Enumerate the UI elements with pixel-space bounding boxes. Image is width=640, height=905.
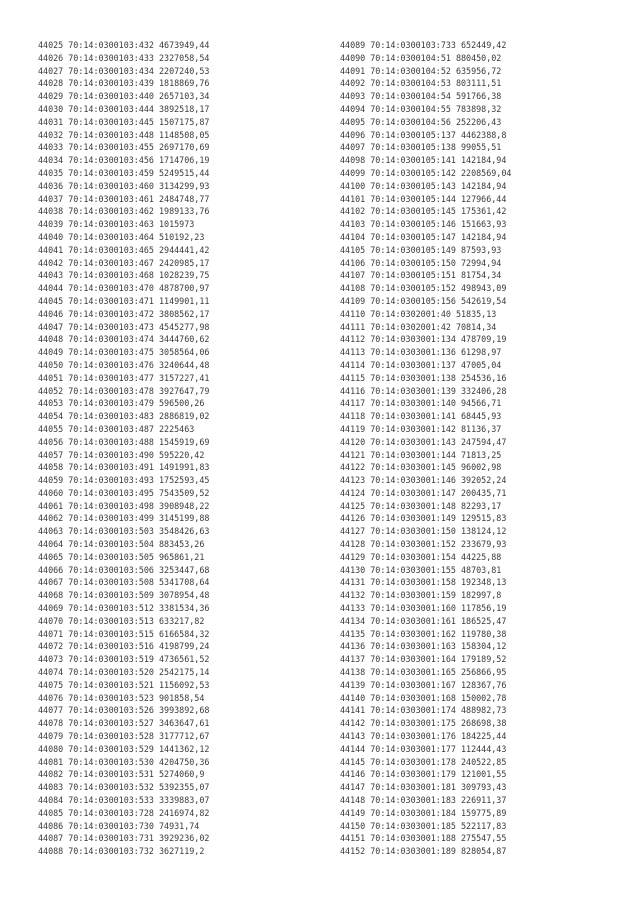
record-row: 44031 70:14:0300103:445 1507175,87 xyxy=(38,116,210,127)
record-row: 44093 70:14:0300104:54 591766,38 xyxy=(340,91,502,102)
record-row: 44142 70:14:0303001:175 268698,38 xyxy=(340,718,507,729)
record-row: 44050 70:14:0300103:476 3240644,48 xyxy=(38,359,210,370)
record-row: 44073 70:14:0300103:519 4736561,52 xyxy=(38,654,210,665)
record-row: 44088 70:14:0300103:732 3627119,2 xyxy=(38,846,205,857)
record-row: 44103 70:14:0300105:146 151663,93 xyxy=(340,219,507,230)
record-row: 44080 70:14:0300103:529 1441362,12 xyxy=(38,743,210,754)
record-row: 44128 70:14:0303001:152 233679,93 xyxy=(340,539,507,550)
record-row: 44081 70:14:0300103:530 4204750,36 xyxy=(38,756,210,767)
record-row: 44072 70:14:0300103:516 4198799,24 xyxy=(38,641,210,652)
record-row: 44084 70:14:0300103:533 3339883,07 xyxy=(38,795,210,806)
record-row: 44082 70:14:0300103:531 5274060,9 xyxy=(38,769,205,780)
record-row: 44033 70:14:0300103:455 2697170,69 xyxy=(38,142,210,153)
record-row: 44139 70:14:0303001:167 128367,76 xyxy=(340,679,507,690)
record-row: 44124 70:14:0303001:147 200435,71 xyxy=(340,487,507,498)
record-row: 44089 70:14:0300103:733 652449,42 xyxy=(340,40,507,50)
record-row: 44119 70:14:0303001:142 81136,37 xyxy=(340,423,502,434)
record-row: 44062 70:14:0300103:499 3145199,88 xyxy=(38,513,210,524)
record-row: 44071 70:14:0300103:515 6166584,32 xyxy=(38,628,210,639)
record-row: 44140 70:14:0303001:168 150002,78 xyxy=(340,692,507,703)
record-row: 44041 70:14:0300103:465 2944441,42 xyxy=(38,244,210,255)
record-row: 44111 70:14:0302001:42 70814,34 xyxy=(340,321,497,332)
record-row: 44063 70:14:0300103:503 3548426,63 xyxy=(38,526,210,537)
record-row: 44121 70:14:0303001:144 71813,25 xyxy=(340,449,502,460)
record-row: 44123 70:14:0303001:146 392052,24 xyxy=(340,475,507,486)
record-row: 44051 70:14:0300103:477 3157227,41 xyxy=(38,372,210,383)
record-row: 44077 70:14:0300103:526 3993892,68 xyxy=(38,705,210,716)
record-row: 44061 70:14:0300103:498 3908948,22 xyxy=(38,500,210,511)
record-row: 44118 70:14:0303001:141 68445,93 xyxy=(340,411,502,422)
record-row: 44137 70:14:0303001:164 179189,52 xyxy=(340,654,507,665)
record-row: 44100 70:14:0300105:143 142184,94 xyxy=(340,180,507,191)
record-row: 44028 70:14:0300103:439 1818869,76 xyxy=(38,78,210,89)
record-row: 44058 70:14:0300103:491 1491991,83 xyxy=(38,462,210,473)
record-row: 44130 70:14:0303001:155 48703,81 xyxy=(340,564,502,575)
record-row: 44102 70:14:0300105:145 175361,42 xyxy=(340,206,507,217)
record-row: 44075 70:14:0300103:521 1156092,53 xyxy=(38,679,210,690)
record-row: 44127 70:14:0303001:150 138124,12 xyxy=(340,526,507,537)
record-row: 44053 70:14:0300103:479 596500,26 xyxy=(38,398,205,409)
record-row: 44106 70:14:0300105:150 72994,94 xyxy=(340,257,502,268)
record-row: 44055 70:14:0300103:487 2225463 xyxy=(38,423,195,434)
record-row: 44138 70:14:0303001:165 256866,95 xyxy=(340,667,507,678)
record-row: 44037 70:14:0300103:461 2484748,77 xyxy=(38,193,210,204)
record-row: 44047 70:14:0300103:473 4545277,98 xyxy=(38,321,210,332)
right-record-column xyxy=(340,39,511,858)
record-row: 44091 70:14:0300104:52 635956,72 xyxy=(340,65,502,76)
record-row: 44057 70:14:0300103:490 595220,42 xyxy=(38,449,205,460)
record-row: 44079 70:14:0300103:528 3177712,67 xyxy=(38,731,210,742)
record-row: 44135 70:14:0303001:162 119780,38 xyxy=(340,628,507,639)
record-row: 44078 70:14:0300103:527 3463647,61 xyxy=(38,718,210,729)
record-row: 44056 70:14:0300103:488 1545919,69 xyxy=(38,436,210,447)
record-row: 44029 70:14:0300103:440 2657103,34 xyxy=(38,91,210,102)
record-row: 44038 70:14:0300103:462 1989133,76 xyxy=(38,206,210,217)
record-row: 44026 70:14:0300103:433 2327058,54 xyxy=(38,52,210,63)
record-row: 44052 70:14:0300103:478 3927647,79 xyxy=(38,385,210,396)
record-row: 44068 70:14:0300103:509 3078954,48 xyxy=(38,590,210,601)
left-record-column xyxy=(38,39,209,858)
record-row: 44030 70:14:0300103:444 3892518,17 xyxy=(38,103,210,114)
record-row: 44141 70:14:0303001:174 488982,73 xyxy=(340,705,507,716)
record-row: 44110 70:14:0302001:40 51835,13 xyxy=(340,308,497,319)
record-row: 44115 70:14:0303001:138 254536,16 xyxy=(340,372,507,383)
record-row: 44059 70:14:0300103:493 1752593,45 xyxy=(38,475,210,486)
record-row: 44085 70:14:0300103:728 2416974,82 xyxy=(38,807,210,818)
record-row: 44032 70:14:0300103:448 1148508,05 xyxy=(38,129,210,140)
record-row: 44070 70:14:0300103:513 633217,82 xyxy=(38,615,205,626)
record-row: 44101 70:14:0300105:144 127966,44 xyxy=(340,193,507,204)
record-row: 44076 70:14:0300103:523 901858,54 xyxy=(38,692,205,703)
record-row: 44099 70:14:0300105:142 2208569,04 xyxy=(340,167,512,178)
record-row: 44064 70:14:0300103:504 883453,26 xyxy=(38,539,205,550)
record-row: 44045 70:14:0300103:471 1149901,11 xyxy=(38,295,210,306)
record-row: 44090 70:14:0300104:51 880450,02 xyxy=(340,52,502,63)
record-row: 44109 70:14:0300105:156 542619,54 xyxy=(340,295,507,306)
record-row: 44095 70:14:0300104:56 252206,43 xyxy=(340,116,502,127)
record-row: 44086 70:14:0300103:730 74931,74 xyxy=(38,820,200,831)
record-row: 44148 70:14:0303001:183 226911,37 xyxy=(340,795,507,806)
record-row: 44126 70:14:0303001:149 129515,83 xyxy=(340,513,507,524)
record-row: 44134 70:14:0303001:161 186525,47 xyxy=(340,615,507,626)
record-row: 44149 70:14:0303001:184 159775,89 xyxy=(340,807,507,818)
record-row: 44147 70:14:0303001:181 309793,43 xyxy=(340,782,507,793)
record-row: 44049 70:14:0300103:475 3058564,06 xyxy=(38,347,210,358)
record-row: 44060 70:14:0300103:495 7543509,52 xyxy=(38,487,210,498)
record-row: 44146 70:14:0303001:179 121001,55 xyxy=(340,769,507,780)
record-row: 44120 70:14:0303001:143 247594,47 xyxy=(340,436,507,447)
record-row: 44034 70:14:0300103:456 1714706,19 xyxy=(38,155,210,166)
record-row: 44043 70:14:0300103:468 1028239,75 xyxy=(38,270,210,281)
record-row: 44092 70:14:0300104:53 803111,51 xyxy=(340,78,502,89)
record-row: 44025 70:14:0300103:432 4673949,44 xyxy=(38,40,210,50)
record-row: 44150 70:14:0303001:185 522117,83 xyxy=(340,820,507,831)
record-row: 44074 70:14:0300103:520 2542175,14 xyxy=(38,667,210,678)
record-row: 44067 70:14:0300103:508 5341708,64 xyxy=(38,577,210,588)
record-row: 44125 70:14:0303001:148 82293,17 xyxy=(340,500,502,511)
record-row: 44039 70:14:0300103:463 1015973 xyxy=(38,219,195,230)
record-row: 44143 70:14:0303001:176 184225,44 xyxy=(340,731,507,742)
record-row: 44054 70:14:0300103:483 2886819,02 xyxy=(38,411,210,422)
record-row: 44094 70:14:0300104:55 783898,32 xyxy=(340,103,502,114)
record-row: 44098 70:14:0300105:141 142184,94 xyxy=(340,155,507,166)
record-row: 44113 70:14:0303001:136 61298,97 xyxy=(340,347,502,358)
record-row: 44151 70:14:0303001:188 275547,55 xyxy=(340,833,507,844)
record-row: 44096 70:14:0300105:137 4462388,8 xyxy=(340,129,507,140)
record-row: 44083 70:14:0300103:532 5392355,07 xyxy=(38,782,210,793)
record-row: 44152 70:14:0303001:189 828054,87 xyxy=(340,846,507,857)
record-row: 44145 70:14:0303001:178 240522,85 xyxy=(340,756,507,767)
record-row: 44097 70:14:0300105:138 99055,51 xyxy=(340,142,502,153)
record-row: 44108 70:14:0300105:152 498943,09 xyxy=(340,283,507,294)
record-row: 44107 70:14:0300105:151 81754,34 xyxy=(340,270,502,281)
record-row: 44133 70:14:0303001:160 117856,19 xyxy=(340,603,507,614)
record-row: 44069 70:14:0300103:512 3381534,36 xyxy=(38,603,210,614)
record-row: 44048 70:14:0300103:474 3444760,62 xyxy=(38,334,210,345)
record-row: 44117 70:14:0303001:140 94566,71 xyxy=(340,398,502,409)
record-row: 44046 70:14:0300103:472 3808562,17 xyxy=(38,308,210,319)
record-row: 44044 70:14:0300103:470 4878700,97 xyxy=(38,283,210,294)
record-row: 44122 70:14:0303001:145 96002,98 xyxy=(340,462,502,473)
record-row: 44087 70:14:0300103:731 3929236,02 xyxy=(38,833,210,844)
record-row: 44132 70:14:0303001:159 182997,8 xyxy=(340,590,502,601)
record-row: 44105 70:14:0300105:149 87593,93 xyxy=(340,244,502,255)
record-row: 44129 70:14:0303001:154 44225,88 xyxy=(340,551,502,562)
record-row: 44112 70:14:0303001:134 478709,19 xyxy=(340,334,507,345)
record-row: 44114 70:14:0303001:137 47005,04 xyxy=(340,359,502,370)
record-row: 44116 70:14:0303001:139 332406,28 xyxy=(340,385,507,396)
record-row: 44040 70:14:0300103:464 510192,23 xyxy=(38,231,205,242)
record-row: 44136 70:14:0303001:163 158304,12 xyxy=(340,641,507,652)
record-row: 44104 70:14:0300105:147 142184,94 xyxy=(340,231,507,242)
record-row: 44144 70:14:0303001:177 112444,43 xyxy=(340,743,507,754)
record-row: 44131 70:14:0303001:158 192348,13 xyxy=(340,577,507,588)
record-row: 44065 70:14:0300103:505 965861,21 xyxy=(38,551,205,562)
record-row: 44036 70:14:0300103:460 3134299,93 xyxy=(38,180,210,191)
record-row: 44066 70:14:0300103:506 3253447,68 xyxy=(38,564,210,575)
record-row: 44035 70:14:0300103:459 5249515,44 xyxy=(38,167,210,178)
record-row: 44042 70:14:0300103:467 2420985,17 xyxy=(38,257,210,268)
record-row: 44027 70:14:0300103:434 2207240,53 xyxy=(38,65,210,76)
